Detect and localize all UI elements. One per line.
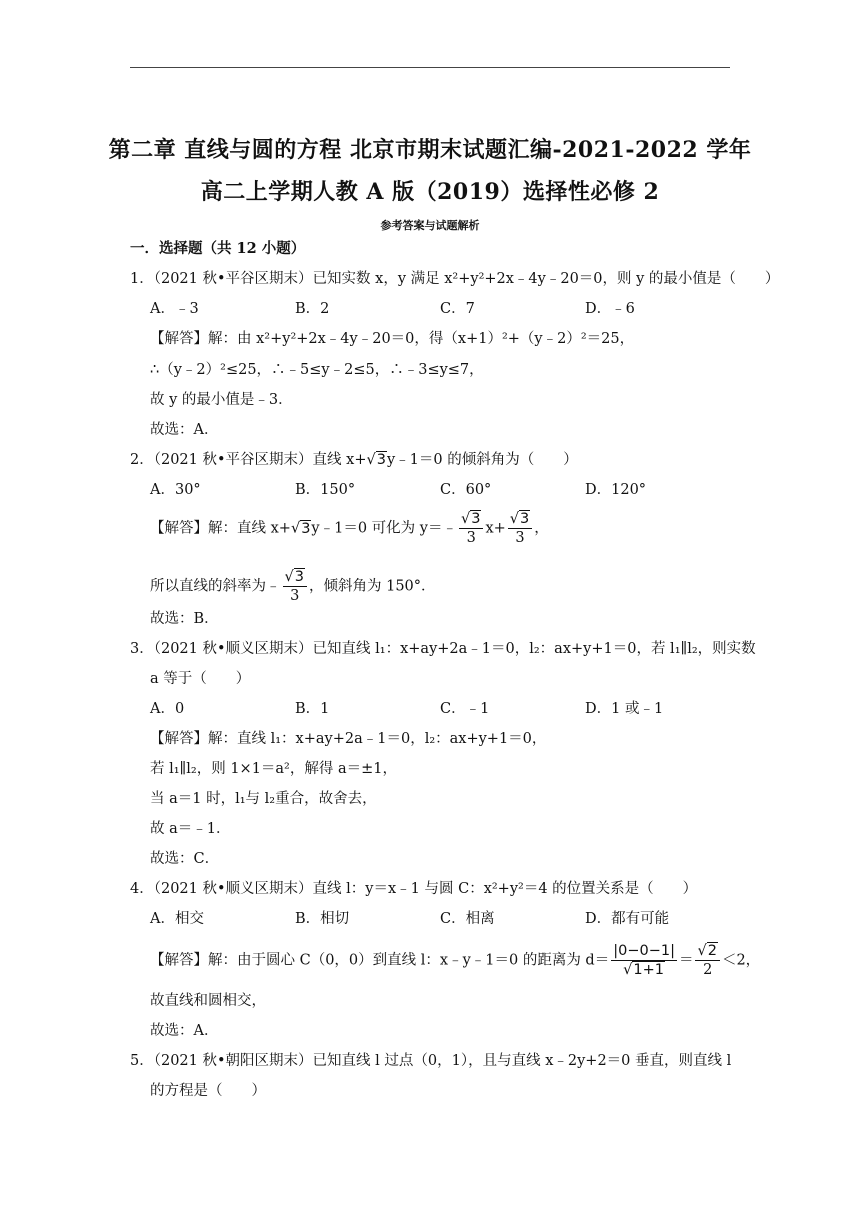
q3-choice-d: D．1 或﹣1 bbox=[585, 701, 664, 717]
fraction-denominator: 2 bbox=[703, 962, 713, 978]
q3-choice-b: B．1 bbox=[295, 701, 330, 717]
q1-answer: 故选：A． bbox=[150, 422, 219, 438]
fraction-numerator: √2 bbox=[695, 942, 719, 961]
q1-solution-line3: 故 y 的最小值是﹣3． bbox=[150, 392, 293, 408]
q2-sol2-part2: ，倾斜角为 150°． bbox=[308, 578, 436, 595]
q4-answer: 故选：A． bbox=[150, 1023, 219, 1039]
q3-choice-c: C．﹣1 bbox=[440, 701, 490, 717]
q2-sol2-part1: 所以直线的斜率为﹣ bbox=[150, 578, 281, 595]
q2-choices bbox=[150, 481, 730, 499]
q3-stem-line1: 3．（2021 秋•顺义区期末）已知直线 l₁：x+ay+2a﹣1＝0，l₂：ax+y+1＝0，若 l₁∥l₂，则实数 bbox=[130, 641, 756, 657]
q2-sol1-part3: x+ bbox=[485, 520, 506, 537]
q2-choice-a: A．30° bbox=[150, 482, 201, 498]
q1-solution-line1: 【解答】解：由 x²+y²+2x﹣4y﹣20＝0，得（x+1）²+（y﹣2）²＝25， bbox=[150, 331, 635, 347]
q3-solution-line4: 故 a＝﹣1． bbox=[150, 821, 231, 837]
section-heading: 一．选择题（共 12 小题） bbox=[130, 240, 306, 257]
q3-choice-a: A．0 bbox=[150, 701, 185, 717]
q2-stem-part1: 2．（2021 秋•平谷区期末）直线 x+ bbox=[130, 452, 367, 468]
q2-sol1-part4: ， bbox=[534, 520, 549, 537]
q2-solution-line1 bbox=[150, 510, 549, 547]
sqrt-value: 3 bbox=[376, 452, 386, 468]
fraction bbox=[611, 942, 677, 979]
q2-choice-c: C．60° bbox=[440, 482, 492, 498]
q1-stem: 1．（2021 秋•平谷区期末）已知实数 x，y 满足 x²+y²+2x﹣4y﹣20＝0，则 y 的最小值是（ ） bbox=[130, 271, 780, 287]
sqrt-symbol: √3 bbox=[366, 452, 386, 468]
q5-stem-line1: 5．（2021 秋•朝阳区期末）已知直线 l 过点（0，1），且与直线 x﹣2y+2＝0 垂直，则直线 l bbox=[130, 1053, 732, 1069]
header-rule bbox=[130, 67, 730, 68]
q4-stem: 4．（2021 秋•顺义区期末）直线 l：y＝x﹣1 与圆 C：x²+y²＝4 的位置关系是（ ） bbox=[130, 881, 698, 897]
q4-choice-d: D．都有可能 bbox=[585, 911, 670, 927]
doc-subtitle: 参考答案与试题解析 bbox=[380, 219, 480, 232]
q3-solution-line3: 当 a＝1 时，l₁与 l₂重合，故舍去， bbox=[150, 791, 377, 807]
q1-choice-c: C．7 bbox=[440, 301, 475, 317]
fraction-numerator: √3 bbox=[508, 510, 532, 529]
q3-stem-line2: a 等于（ ） bbox=[150, 671, 251, 687]
q1-choices bbox=[150, 300, 730, 318]
q1-choice-a: A．﹣3 bbox=[150, 301, 199, 317]
q3-solution-line1: 【解答】解：直线 l₁：x+ay+2a﹣1＝0，l₂：ax+y+1＝0， bbox=[150, 731, 547, 747]
fraction-denominator: 3 bbox=[466, 530, 476, 546]
q4-solution-line2: 故直线和圆相交， bbox=[150, 993, 266, 1009]
q4-solution-line1: 【解答】解：由于圆心 C（0，0）到直线 l：x﹣y﹣1＝0 的距离为 d＝ $\frac{|0-0-1|}{√1+1}$ ＝ $\frac{√2}{2}$ ＜2， bbox=[150, 943, 761, 978]
q1-solution-line2: ∴（y﹣2）²≤25，∴﹣5≤y﹣2≤5，∴﹣3≤y≤7， bbox=[150, 362, 484, 378]
q2-choice-b: B．150° bbox=[295, 482, 356, 498]
q2-sol1-part1: 【解答】解：直线 x+ bbox=[150, 520, 291, 537]
sqrt-value: 3 bbox=[301, 520, 311, 537]
q2-choice-d: D．120° bbox=[585, 482, 647, 498]
doc-title-line1: 第二章 直线与圆的方程 北京市期末试题汇编-2021-2022 学年 bbox=[108, 137, 752, 163]
q2-stem-part2: y﹣1＝0 的倾斜角为（ ） bbox=[386, 452, 578, 468]
q4-sol1-part1: 【解答】解：由于圆心 C（0，0）到直线 l：x﹣y﹣1＝0 的距离为 d＝ bbox=[150, 952, 610, 969]
q3-answer: 故选：C． bbox=[150, 851, 220, 867]
q4-choice-b: B．相切 bbox=[295, 911, 350, 927]
q3-choices bbox=[150, 700, 730, 718]
q4-choices bbox=[150, 910, 730, 928]
q4-sol1-part2: ＜2， bbox=[721, 952, 761, 969]
fraction-numerator: √3 bbox=[459, 510, 483, 529]
q1-choice-b: B．2 bbox=[295, 301, 330, 317]
q5-stem-line2: 的方程是（ ） bbox=[150, 1083, 266, 1099]
fraction bbox=[508, 510, 532, 547]
q1-choice-d: D．﹣6 bbox=[585, 301, 635, 317]
sqrt-symbol: √3 bbox=[290, 520, 311, 537]
q2-solution-line2 bbox=[150, 568, 436, 605]
doc-title-line2: 高二上学期人教 A 版（2019）选择性必修 2 bbox=[200, 179, 660, 205]
fraction-denominator: √1+1 bbox=[623, 962, 665, 978]
fraction bbox=[459, 510, 483, 547]
q2-stem bbox=[130, 451, 578, 469]
q3-solution-line2: 若 l₁∥l₂，则 1×1＝a²，解得 a＝±1， bbox=[150, 761, 398, 777]
fraction-denominator: 3 bbox=[515, 530, 525, 546]
fraction bbox=[695, 942, 719, 979]
fraction-numerator: √3 bbox=[283, 568, 307, 587]
fraction-denominator: 3 bbox=[290, 588, 300, 604]
q4-choice-c: C．相离 bbox=[440, 911, 495, 927]
q2-answer: 故选：B． bbox=[150, 611, 219, 627]
q4-choice-a: A．相交 bbox=[150, 911, 204, 927]
fraction bbox=[283, 568, 307, 605]
q2-sol1-part2: y﹣1＝0 可化为 y＝﹣ bbox=[311, 520, 457, 537]
fraction-numerator: |0−0−1| bbox=[613, 943, 675, 959]
